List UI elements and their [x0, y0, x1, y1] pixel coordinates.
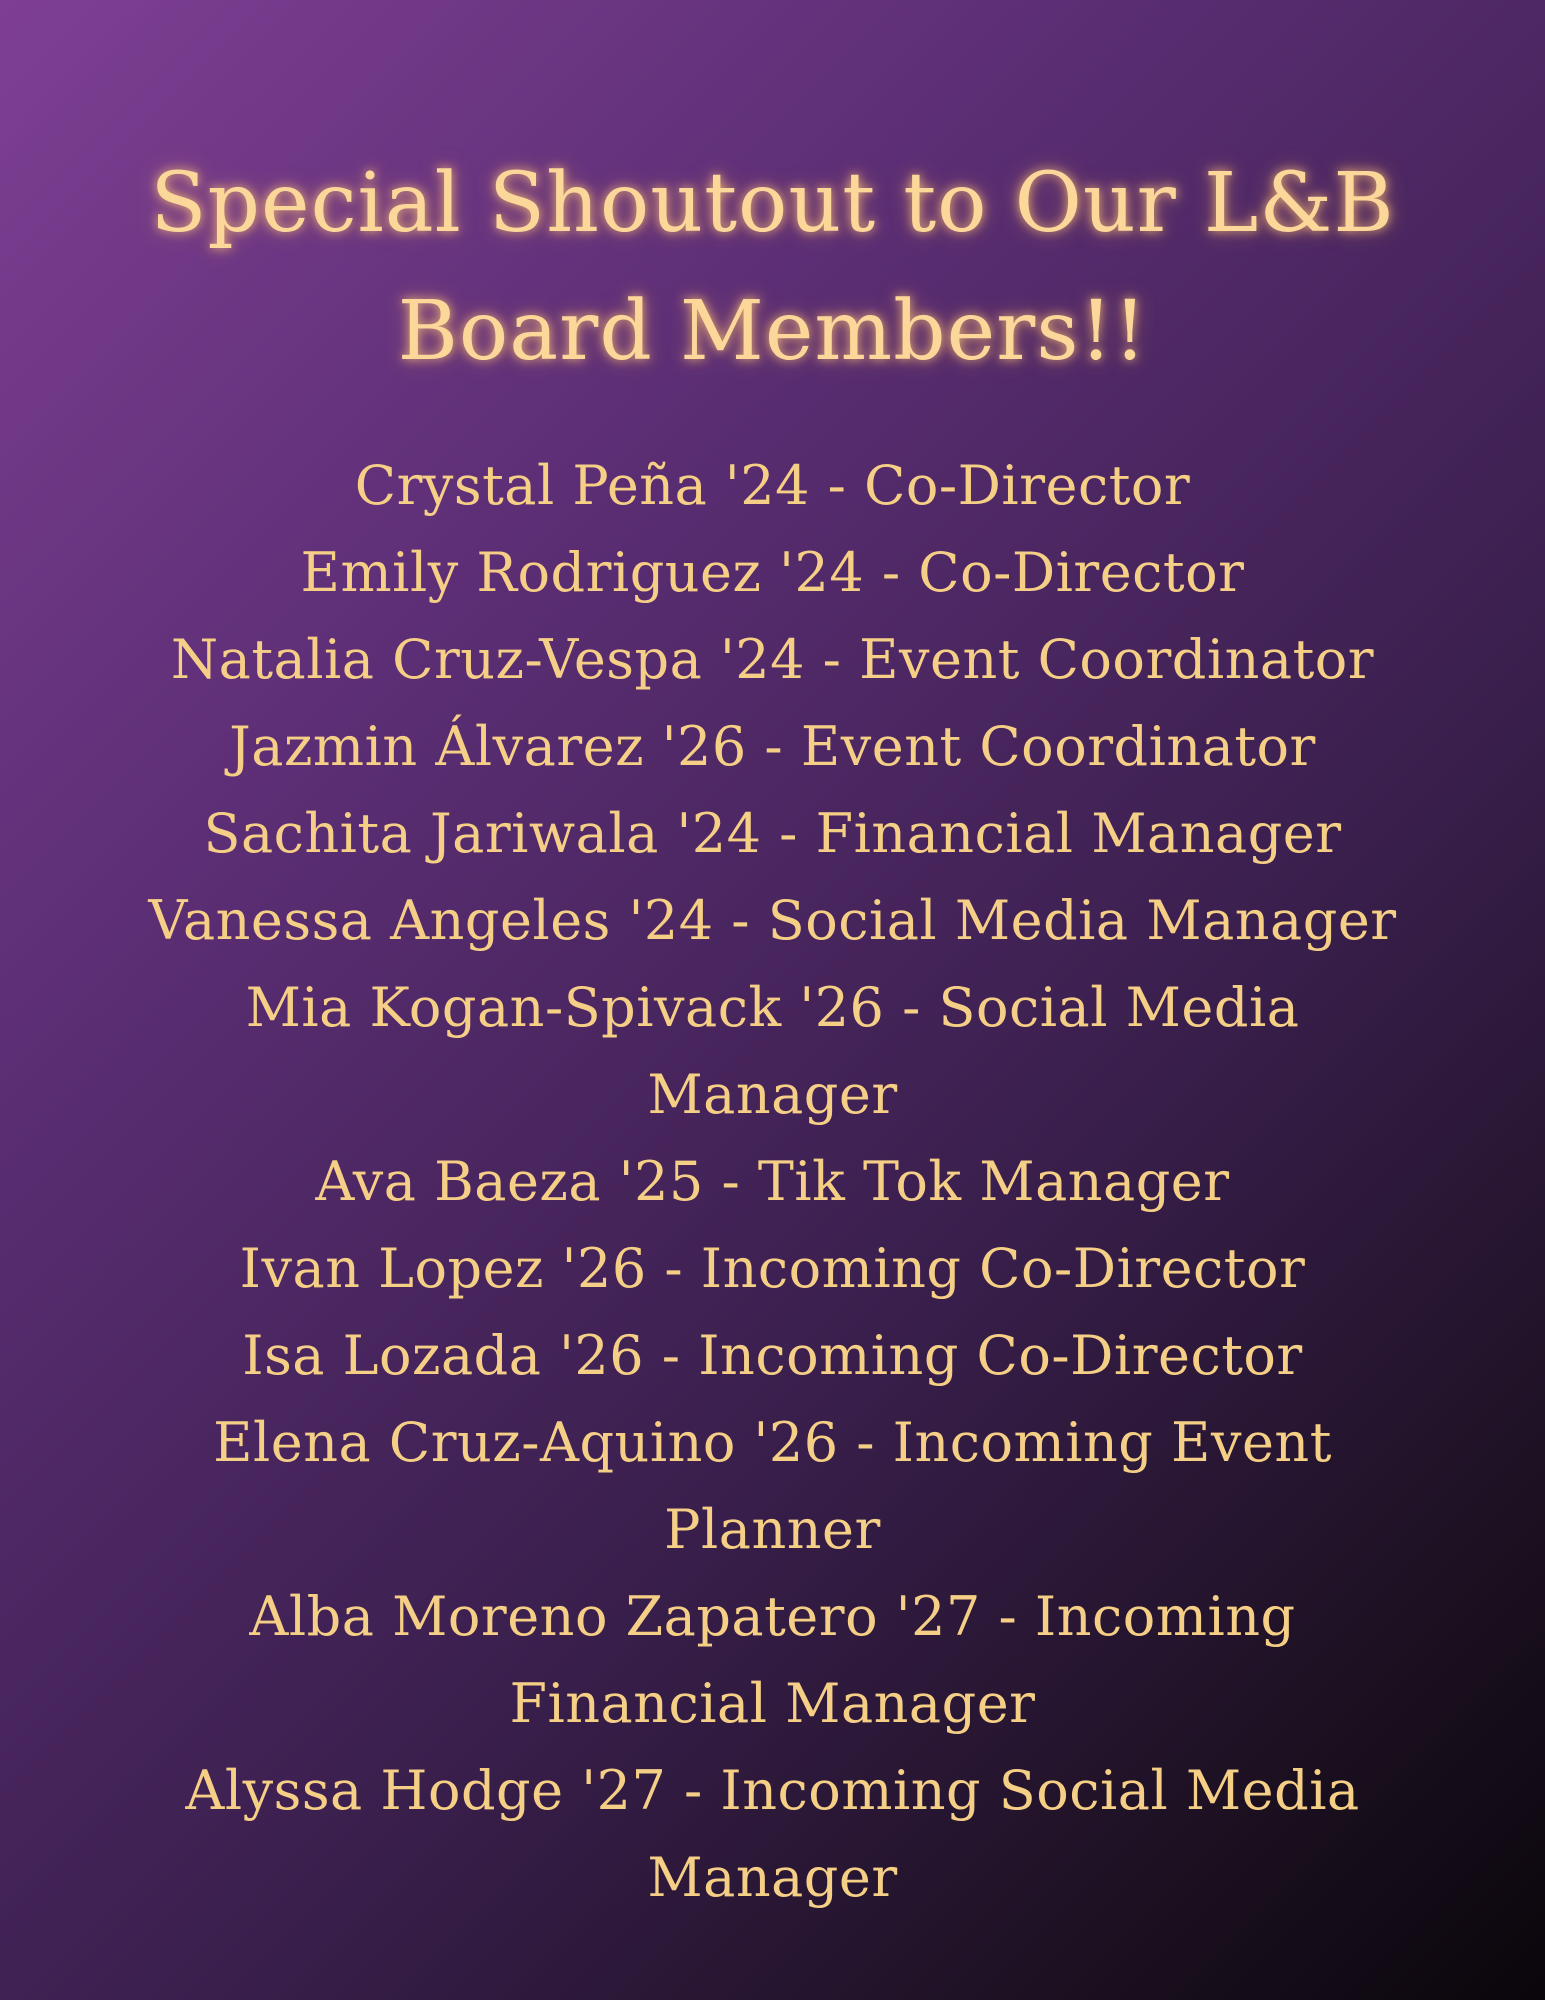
- board-member-item: Crystal Peña '24 - Co-Director: [354, 454, 1191, 517]
- page-title: Special Shoutout to Our L&B Board Members!!: [150, 156, 1395, 379]
- board-member-item: Alba Moreno Zapatero '27 - Incoming Financial Manager: [249, 1585, 1296, 1735]
- board-member-item: Vanessa Angeles '24 - Social Media Manager: [148, 889, 1397, 952]
- board-member-item: Ava Baeza '25 - Tik Tok Manager: [315, 1150, 1230, 1213]
- board-member-item: Mia Kogan-Spivack '26 - Social Media Manager: [245, 976, 1300, 1126]
- board-member-item: Ivan Lopez '26 - Incoming Co-Director: [239, 1237, 1306, 1300]
- board-member-list: [0, 442, 1545, 1921]
- board-member-item: Sachita Jariwala '24 - Financial Manager: [203, 802, 1342, 865]
- board-member-item: Alyssa Hodge '27 - Incoming Social Media Manager: [185, 1759, 1360, 1909]
- board-member-item: Jazmin Álvarez '26 - Event Coordinator: [229, 715, 1316, 778]
- board-member-item: Isa Lozada '26 - Incoming Co-Director: [242, 1324, 1303, 1387]
- board-member-item: Elena Cruz-Aquino '26 - Incoming Event Planner: [213, 1411, 1332, 1561]
- board-member-item: Natalia Cruz-Vespa '24 - Event Coordinator: [170, 628, 1375, 691]
- board-member-item: Emily Rodriguez '24 - Co-Director: [300, 541, 1245, 604]
